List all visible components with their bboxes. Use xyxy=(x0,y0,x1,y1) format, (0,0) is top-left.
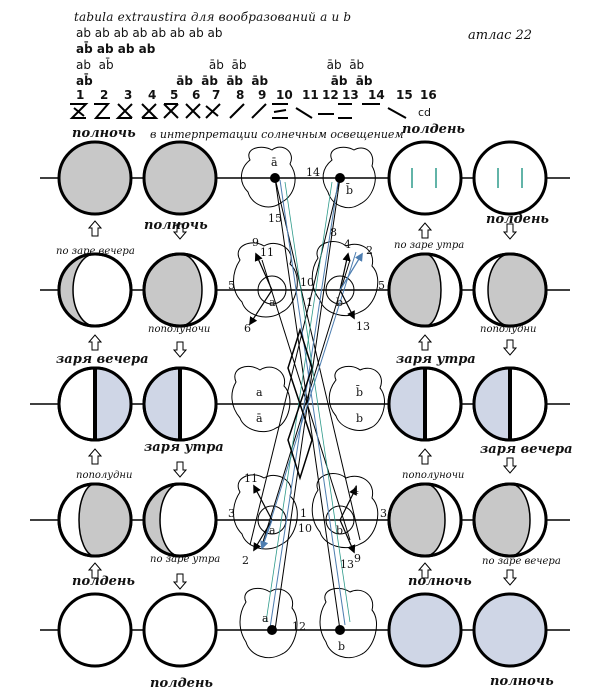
label-zarya-vechera-left: заря вечера xyxy=(56,352,149,367)
num-15: 15 xyxy=(268,212,282,225)
num-2-row4: 2 xyxy=(242,554,249,567)
label-b-bottom: b xyxy=(338,640,346,653)
combo-row-3: ab ab̄ āb āb āb āb xyxy=(76,58,365,72)
number-6: 6 xyxy=(192,88,201,102)
label-noon-bottom: полдень xyxy=(150,676,214,691)
number-1: 1 xyxy=(76,88,85,102)
num-12: 12 xyxy=(292,620,306,633)
label-b-row3: b xyxy=(356,412,364,425)
label-a-row3: a xyxy=(256,386,263,399)
combo-row-1: ab ab ab ab ab ab ab ab xyxy=(76,26,223,40)
point-b-bar-top xyxy=(335,173,345,183)
diagram-title: tabula extraustira для вообразований a и b xyxy=(74,10,352,24)
glyph-6 xyxy=(186,104,200,118)
label-a-row4: a xyxy=(269,524,276,537)
num-8: 8 xyxy=(330,226,337,239)
num-5-right: 5 xyxy=(378,279,385,292)
label-midnight-row4: полночь xyxy=(408,574,472,589)
number-15: 15 xyxy=(396,88,413,102)
label-midnight-bottom: полночь xyxy=(490,674,554,689)
label-dawn-right: по заре утра xyxy=(394,240,465,251)
number-4: 4 xyxy=(148,88,157,102)
label-a-row2: a xyxy=(269,296,276,309)
num-11: 11 xyxy=(260,246,274,259)
number-9: 9 xyxy=(258,88,267,102)
num-1: 1 xyxy=(306,296,313,309)
num-2: 2 xyxy=(366,244,373,257)
label-a-bottom: a xyxy=(262,612,269,625)
glyph-1 xyxy=(70,104,86,118)
symbol-row xyxy=(70,104,406,118)
num-5-left: 5 xyxy=(228,279,235,292)
number-2: 2 xyxy=(100,88,109,102)
num-3-right: 3 xyxy=(380,507,387,520)
label-zarya-utra-right: заря утра xyxy=(396,352,476,367)
num-4: 4 xyxy=(344,238,351,251)
number-10: 10 xyxy=(276,88,293,102)
glyph-7 xyxy=(206,104,220,118)
num-13: 13 xyxy=(356,320,370,333)
num-3-left: 3 xyxy=(228,507,235,520)
label-half-night: пополуночи xyxy=(148,324,211,335)
label-half-day: пополудни xyxy=(480,324,537,335)
glyph-10 xyxy=(272,104,288,118)
label-dusk-left: по заре вечера xyxy=(56,246,135,257)
glyph-15 xyxy=(388,108,406,118)
label-popolunochi: пополуночи xyxy=(402,470,465,481)
number-3: 3 xyxy=(124,88,133,102)
num-11-row4: 11 xyxy=(244,472,258,485)
glyph-9 xyxy=(252,104,266,118)
cd-label: cd xyxy=(418,106,432,119)
number-16: 16 xyxy=(420,88,437,102)
num-10-row4: 10 xyxy=(298,522,312,535)
combo-row-4: ab̄ āb āb āb āb āb āb xyxy=(76,74,373,88)
label-noon-row4: полдень xyxy=(72,574,136,589)
label-b-row2: b xyxy=(336,296,344,309)
label-b-bar-top: b̄ xyxy=(346,184,354,197)
label-zarya-utra-mid: заря утра xyxy=(144,440,224,455)
atlas-label: атлас 22 xyxy=(468,28,533,43)
point-a-bottom xyxy=(267,625,277,635)
glyph-3 xyxy=(118,104,132,118)
number-13: 13 xyxy=(342,88,359,102)
label-noon-row1: полдень xyxy=(486,212,550,227)
num-6: 6 xyxy=(244,322,251,335)
num-9: 9 xyxy=(252,236,259,249)
number-8: 8 xyxy=(236,88,245,102)
num-1-row4: 1 xyxy=(300,507,307,520)
label-dusk-row4: по заре вечера xyxy=(482,556,561,567)
label-b-bar-row3: b̄ xyxy=(356,386,364,399)
label-dawn-row4: по заре утра xyxy=(150,554,221,565)
number-7: 7 xyxy=(212,88,221,102)
label-popoludni: пополудни xyxy=(76,470,133,481)
num-10: 10 xyxy=(300,276,314,289)
label-b-row4: b xyxy=(336,524,344,537)
num-14: 14 xyxy=(306,166,320,179)
label-midnight-top: полночь xyxy=(72,126,136,141)
number-5: 5 xyxy=(170,88,179,102)
num-13-row4: 13 xyxy=(340,558,354,571)
glyph-5 xyxy=(164,104,178,118)
num-4-row4: 4 xyxy=(352,484,359,497)
glyph-11 xyxy=(296,108,312,118)
label-zarya-vechera-right: заря вечера xyxy=(480,442,573,457)
glyph-2 xyxy=(94,104,110,118)
number-12: 12 xyxy=(322,88,339,102)
point-b-bottom xyxy=(335,625,345,635)
label-midnight-row1: полночь xyxy=(144,218,208,233)
label-a-bar-row3: ā xyxy=(256,412,263,425)
label-a-bar-top: ā xyxy=(271,156,278,169)
point-a-bar-top xyxy=(270,173,280,183)
number-11: 11 xyxy=(302,88,319,102)
num-9-row4: 9 xyxy=(354,552,361,565)
subtitle: в интерпретации солнечным освещением xyxy=(150,128,404,141)
number-14: 14 xyxy=(368,88,385,102)
combo-row-2: ab̄ ab ab ab xyxy=(76,42,156,56)
glyph-4 xyxy=(142,104,156,118)
glyph-8 xyxy=(230,104,244,118)
label-noon-top: полдень xyxy=(402,122,466,137)
glyph-13 xyxy=(338,104,352,118)
